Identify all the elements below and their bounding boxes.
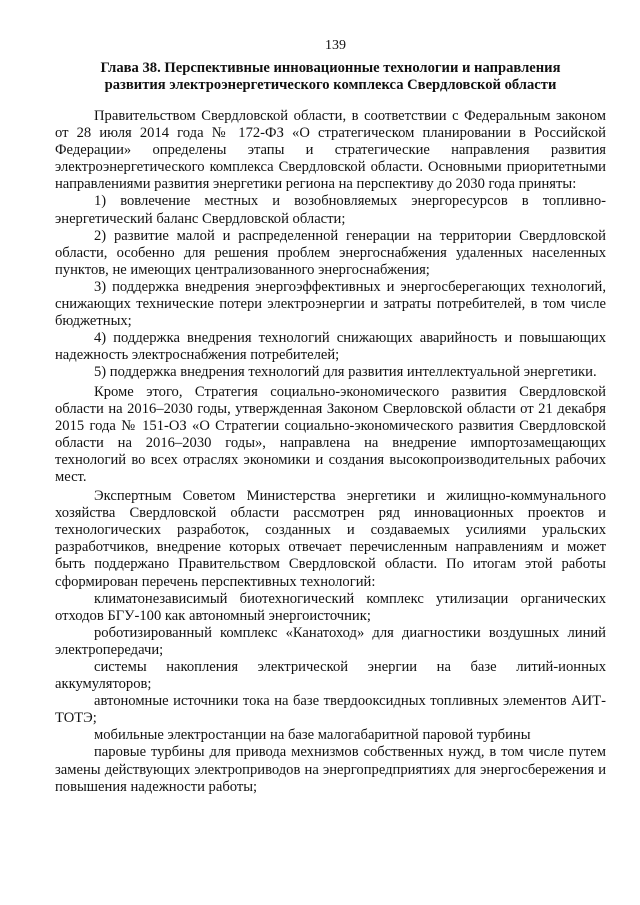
chapter-body	[55, 108, 606, 796]
technology-item-ait-tote: автономные источники тока на базе твердооксидных топливных элементов АИТ-ТОТЭ;	[55, 693, 606, 727]
page-number: 139	[325, 38, 346, 53]
chapter-title-line-1: Глава 38. Перспективные инновационные технологии и направления	[100, 60, 561, 76]
priority-item-1: 1) вовлечение местных и возобновляемых энергоресурсов в топливно-энергетический баланс Свердловской области;	[55, 193, 606, 227]
intro-paragraph: Правительством Свердловской области, в соответствии с Федеральным законом от 28 июля 2014 года № 172-ФЗ «О стратегическом планировании в Российской Федерации» определены этапы и стратегические направления развития электроэнергетического комплекса Свердловской области. Основными приоритетными направлениями развития энергетики региона на перспективу до 2030 года приняты:	[55, 108, 606, 193]
technology-item-bgu: климатонезависимый биотехногический комплекс утилизации органических отходов БГУ-100 как автономный энергоисточник;	[55, 590, 606, 624]
chapter-title	[55, 60, 606, 94]
technology-item-storage: системы накопления электрической энергии на базе литий-ионных аккумуляторов;	[55, 659, 606, 693]
priority-item-2: 2) развитие малой и распределенной генерации на территории Свердловской области, особенно для решения проблем энергоснабжения удаленных населенных пунктов, не имеющих централизованного энергоснабжения;	[55, 227, 606, 278]
strategy-paragraph: Кроме этого, Стратегия социально-экономического развития Свердловской области на 2016–2030 годы, утвержденная Законом Сверловской области от 21 декабря 2015 года № 151-ОЗ «О Стратегии социально-экономического развития Свердловской области на 2016–2030 годы», направлена на внедрение импортозамещающих технологий во всех отраслях экономики и создания высокопроизводительных рабочих мест.	[55, 383, 606, 485]
technology-item-steam-turbines: паровые турбины для привода мехнизмов собственных нужд, в том числе путем замены действующих электроприводов на энергопредприятиях для энергосбережения и повышения надежности работы;	[55, 744, 606, 795]
priority-item-4: 4) поддержка внедрения технологий снижающих аварийность и повышающих надежность электроснабжения потребителей;	[55, 330, 606, 364]
technology-item-mobile-plant: мобильные электростанции на базе малогабаритной паровой турбины	[94, 727, 531, 744]
expert-council-paragraph: Экспертным Советом Министерства энергетики и жилищно-коммунального хозяйства Свердловской области рассмотрен ряд инновационных проектов и технологических разработок, созданных и создаваемых усилиями уральских разработчиков, внедрение которых отвечает перечисленным направлениям и может быть поддержано Правительством Свердловской области. По итогам этой работы сформирован перечень перспективных технологий:	[55, 488, 606, 590]
priority-item-5: 5) поддержка внедрения технологий для развития интеллектуальной энергетики.	[94, 364, 597, 381]
priority-item-3: 3) поддержка внедрения энергоэффективных и энергосберегающих технологий, снижающих технические потери электроэнергии и затраты потребителей, в том числе бюджетных;	[55, 278, 606, 330]
technology-item-kanatokhod: роботизированный комплекс «Канатоход» для диагностики воздушных линий электропередачи;	[55, 624, 606, 658]
chapter-title-line-2: развития электроэнергетического комплекса Свердловской области	[104, 77, 557, 93]
